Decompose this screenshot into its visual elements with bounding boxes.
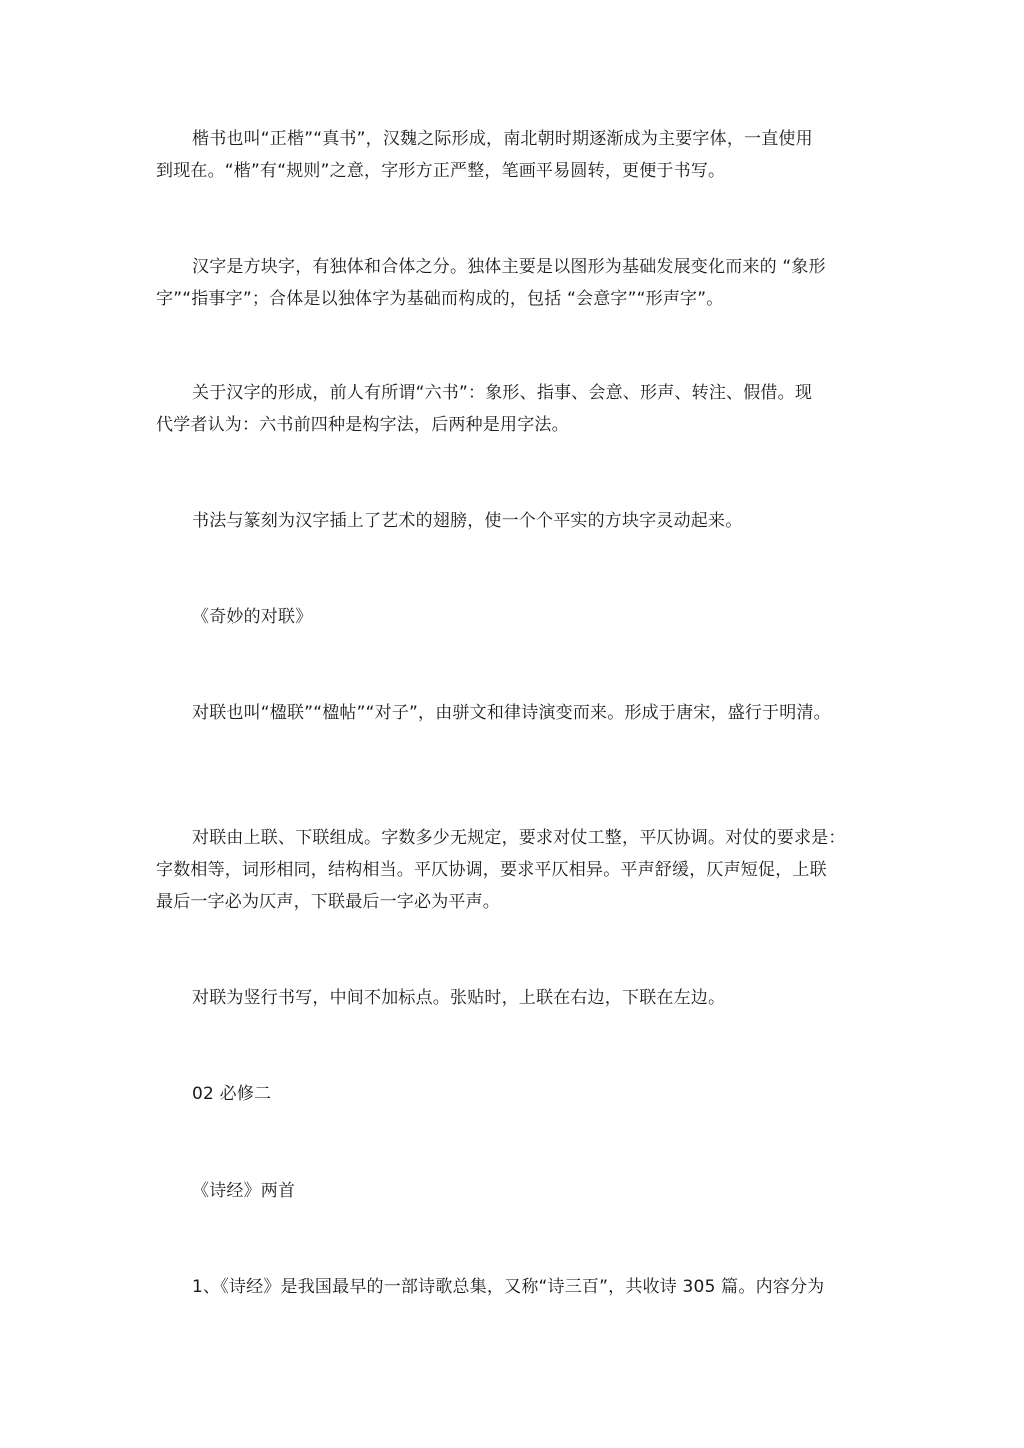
- paragraph-calligraphy: 书法与篆刻为汉字插上了艺术的翅膀，使一个个平实的方块字灵动起来。: [192, 511, 743, 531]
- paragraph-shijing-1: 1、《诗经》是我国最早的一部诗歌总集，又称“诗三百”，共收诗 305 篇。内容分为: [192, 1277, 825, 1297]
- paragraph-liushu-line-2: 代学者认为：六书前四种是构字法，后两种是用字法。: [156, 415, 569, 435]
- paragraph-hanzi-structure-line-2: 字”“指事字”；合体是以独体字为基础而构成的，包括 “会意字”“形声字”。: [156, 289, 724, 309]
- heading-shijing: 《诗经》两首: [192, 1181, 296, 1201]
- heading-duilian: 《奇妙的对联》: [192, 607, 313, 627]
- paragraph-hanzi-structure-line-1: 汉字是方块字，有独体和合体之分。独体主要是以图形为基础发展变化而来的 “象形: [192, 257, 826, 277]
- paragraph-liushu-line-1: 关于汉字的形成，前人有所谓“六书”：象形、指事、会意、形声、转注、假借。现: [192, 383, 813, 403]
- paragraph-duilian-rules-line-3: 最后一字必为仄声，下联最后一字必为平声。: [156, 892, 500, 912]
- paragraph-duilian-format: 对联为竖行书写，中间不加标点。张贴时，上联在右边，下联在左边。: [192, 988, 726, 1008]
- paragraph-kaishu-line-1: 楷书也叫“正楷”“真书”，汉魏之际形成，南北朝时期逐渐成为主要字体，一直使用: [192, 129, 813, 149]
- paragraph-duilian-rules-line-2: 字数相等，词形相同，结构相当。平仄协调，要求平仄相异。平声舒缓，仄声短促，上联: [156, 860, 827, 880]
- paragraph-duilian-origin: 对联也叫“楹联”“楹帖”“对子”，由骈文和律诗演变而来。形成于唐宋，盛行于明清。: [192, 703, 831, 723]
- paragraph-duilian-rules-line-1: 对联由上联、下联组成。字数多少无规定，要求对仗工整，平仄协调。对仗的要求是：: [192, 828, 846, 848]
- section-heading-02: 02 必修二: [192, 1084, 272, 1104]
- paragraph-kaishu-line-2: 到现在。“楷”有“规则”之意，字形方正严整，笔画平易圆转，更便于书写。: [156, 161, 726, 181]
